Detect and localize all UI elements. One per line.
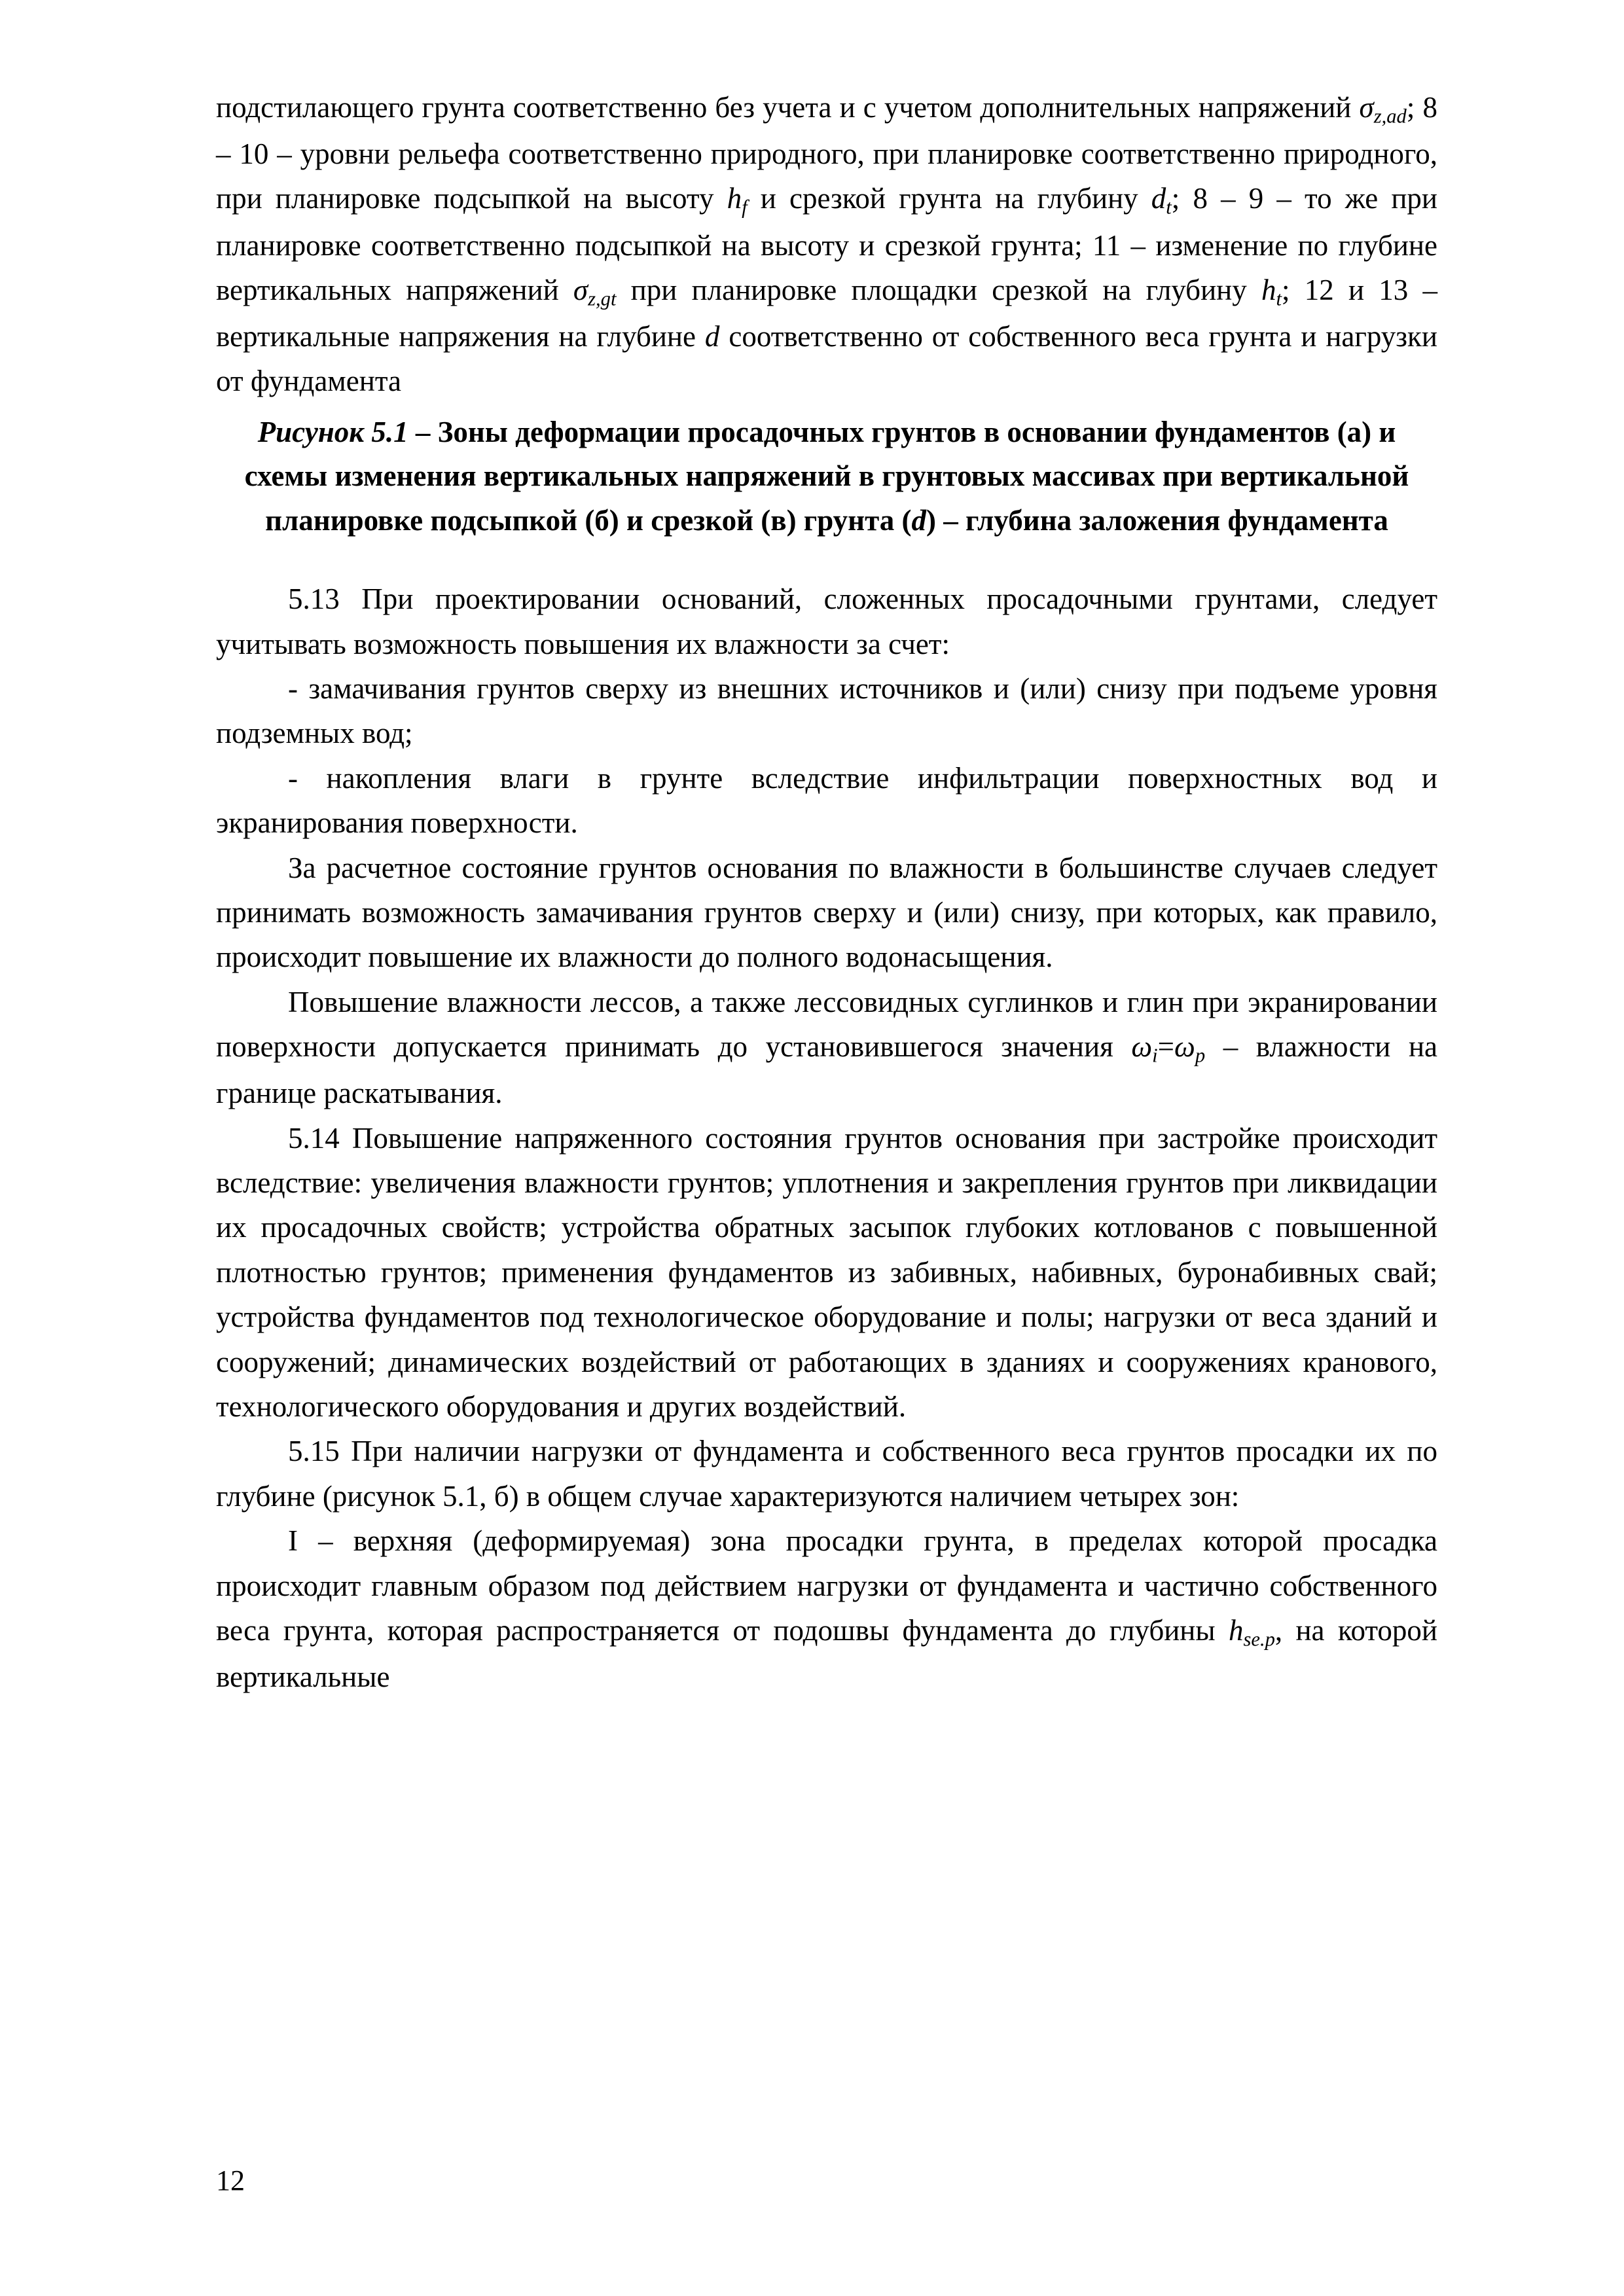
omega-text-part2: – влажности на границе раскатывания.: [216, 1030, 1437, 1110]
symbol-hf: h: [727, 182, 742, 215]
symbol-omega-i-sub: i: [1152, 1044, 1158, 1067]
figure-caption-line2: ) – глубина заложения фундамента: [926, 503, 1388, 537]
paragraph-omega: [216, 980, 1437, 1116]
paragraph-5-14: 5.14 Повышение напряженного состояния грунтов основания при застройке происходит вследствие: увеличения влажности грунтов; уплотнения и закрепления грунтов при ликвидации их просадочных свойств; устройства обратных засыпок глубоких котлованов с повышенной плотностью грунтов; применения фундаментов из забивных, набивных, буронабивных свай; устройства фундаментов под технологическое оборудование и полы; нагрузки от веса зданий и сооружений; динамических воздействий от работающих в зданиях и сооружениях кранового, технологического оборудования и других воздействий.: [216, 1121, 1437, 1423]
symbol-omega-p: ω: [1174, 1030, 1195, 1064]
symbol-sigma-zgt: σ: [573, 273, 588, 306]
paragraph-zone-1: [216, 1518, 1437, 1699]
figure-number: Рисунок 5.1: [257, 415, 408, 448]
paragraph-calculated-state: За расчетное состояние грунтов основания по влажности в большинстве случаев следует принимать возможность замачивания грунтов сверху и (или) снизу, при которых, как правило, происходит повышение их влажности до полного водонасыщения.: [216, 851, 1437, 974]
symbol-d: d: [704, 319, 720, 353]
symbol-omega-p-sub: p: [1195, 1044, 1206, 1067]
symbol-sigma-zgt-sub: z,gt: [588, 287, 617, 310]
omega-text-part1: Повышение влажности лессов, а также лессовидных суглинков и глин при экранировании поверхности допускается принимать до установившегося значения: [216, 985, 1437, 1064]
symbol-hf-sub: f: [742, 196, 748, 219]
zone-1-text-part1: I – верхняя (деформируемая) зона просадки грунта, в пределах которой просадка происходит главным образом под действием нагрузки от фундамента и частично собственного веса грунта, которая распространяется от подошвы фундамента до глубины: [216, 1524, 1437, 1647]
legend-text-part6: ; 12 и 13 – вертикальные напряжения на глубине: [216, 273, 1438, 353]
figure-caption: [242, 410, 1411, 543]
legend-text-part1: подстилающего грунта соответственно без учета и с учетом дополнительных напряжений: [216, 91, 1360, 124]
symbol-equals: =: [1157, 1030, 1175, 1064]
figure-legend-paragraph: [216, 85, 1437, 404]
legend-text-part3: и срезкой грунта на глубину: [747, 182, 1151, 215]
figure-caption-italic-d: d: [911, 503, 926, 537]
symbol-ht: h: [1261, 273, 1276, 306]
figure-caption-line1: Зоны деформации просадочных грунтов в основании фундаментов (а) и схемы изменения вертикальных напряжений в грунтовых массивах при вертикальной планировке подсыпкой (б) и срезкой (в) грунта (: [244, 415, 1409, 537]
paragraph-bullet-2: - накопления влаги в грунте вследствие инфильтрации поверхностных вод и экранирования поверхности.: [216, 761, 1437, 840]
symbol-dt: d: [1151, 182, 1166, 215]
paragraph-bullet-1: - замачивания грунтов сверху из внешних источников и (или) снизу при подъеме уровня подземных вод;: [216, 672, 1437, 750]
zone-1-text-part2: , на которой вертикальные: [216, 1613, 1437, 1693]
legend-text-part4: ; 8 – 9 – то же при планировке соответственно подсыпкой на высоту и срезкой грунта; 11 – изменение по глубине вертикальных напряжений: [216, 182, 1438, 306]
symbol-sigma-zad: σ: [1359, 91, 1374, 124]
paragraph-5-13: 5.13 При проектировании оснований, сложенных просадочными грунтами, следует учитывать возможность повышения их влажности за счет:: [216, 583, 1437, 660]
symbol-sigma-zad-sub: z,ad: [1373, 105, 1407, 128]
legend-text-part5: при планировке площадки срезкой на глубину: [616, 273, 1261, 306]
symbol-omega-i: ω: [1131, 1030, 1153, 1064]
symbol-ht-sub: t: [1276, 287, 1282, 310]
symbol-dt-sub: t: [1166, 196, 1172, 219]
legend-text-part2: ; 8 – 10 – уровни рельефа соответственно природного, при планировке соответственно природного, при планировке подсыпкой на высоту: [216, 91, 1437, 215]
page-number: 12: [216, 2164, 245, 2197]
document-body: [216, 85, 1437, 1699]
figure-caption-dash: –: [408, 415, 438, 448]
legend-text-part7: соответственно от собственного веса грунта и нагрузки от фундамента: [216, 319, 1437, 398]
paragraph-5-15: 5.15 При наличии нагрузки от фундамента и собственного веса грунтов просадки их по глубине (рисунок 5.1, б) в общем случае характеризуются наличием четырех зон:: [216, 1435, 1437, 1513]
symbol-hsep: h: [1228, 1613, 1244, 1647]
symbol-hsep-sub: se.p: [1243, 1628, 1275, 1651]
